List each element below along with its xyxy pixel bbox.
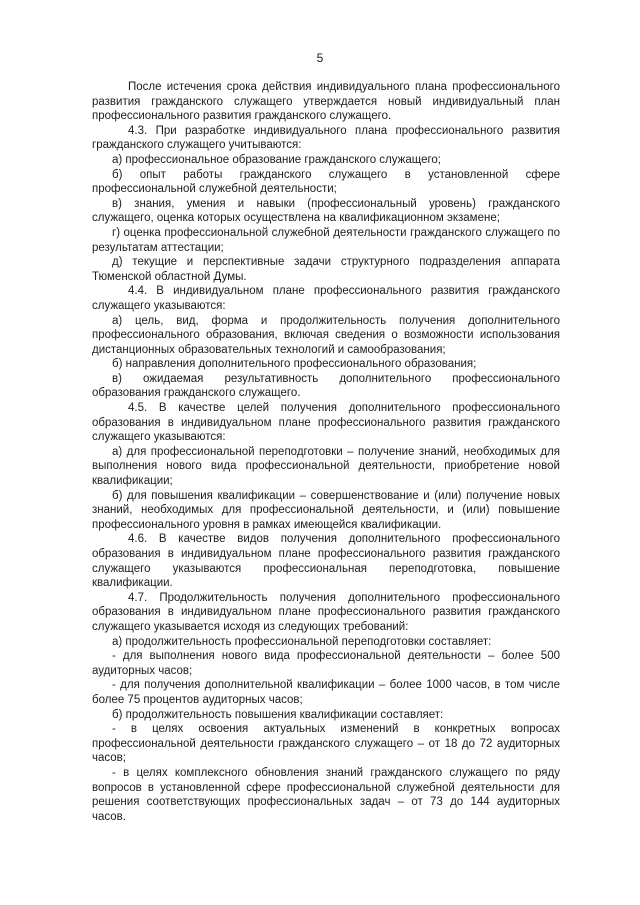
list-item: б) продолжительность повышения квалификации составляет: bbox=[112, 708, 444, 721]
list-item: в) знания, умения и навыки (профессиональный уровень) гражданского служащего, оценка которых осуществлена на квалификационном экзамене; bbox=[92, 197, 560, 225]
list-item: в) ожидаемая результативность дополнительного профессионального образования гражданского служащего. bbox=[92, 372, 560, 400]
document-body bbox=[92, 80, 560, 824]
list-item: б) направления дополнительного профессионального образования; bbox=[112, 358, 477, 371]
list-item: - в целях освоения актуальных изменений в конкретных вопросах профессиональной деятельности гражданского служащего – от 18 до 72 аудиторных часов; bbox=[92, 723, 560, 765]
list-item: а) профессиональное образование гражданского служащего; bbox=[112, 153, 441, 166]
paragraph: 4.5. В качестве целей получения дополнительного профессионального образования в индивидуальном плане профессионального развития гражданского служащего указываются: bbox=[92, 402, 560, 444]
list-item: б) опыт работы гражданского служащего в установленной сфере профессиональной служебной деятельности; bbox=[92, 168, 560, 196]
list-item: б) для повышения квалификации – совершенствование и (или) получение новых знаний, необходимых для профессиональной деятельности, и (или) повышение профессионального уровня в рамках имеющейся квалификации. bbox=[92, 489, 560, 531]
list-item: г) оценка профессиональной служебной деятельности гражданского служащего по результатам аттестации; bbox=[92, 226, 560, 254]
list-item: а) продолжительность профессиональной переподготовки составляет: bbox=[112, 635, 492, 648]
list-item: - для выполнения нового вида профессиональной деятельности – более 500 аудиторных часов; bbox=[92, 650, 560, 677]
paragraph: 4.4. В индивидуальном плане профессионального развития гражданского служащего указываются: bbox=[92, 285, 560, 312]
paragraph: 4.6. В качестве видов получения дополнительного профессионального образования в индивидуальном плане профессионального развития гражданского служащего указываются профессиональная переподготовка, повышение квалификации. bbox=[92, 533, 560, 590]
list-item: - для получения дополнительной квалификации – более 1000 часов, в том числе более 75 процентов аудиторных часов; bbox=[92, 679, 560, 706]
page-number: 5 bbox=[316, 51, 324, 65]
list-item: - в целях комплексного обновления знаний гражданского служащего по ряду вопросов в установленной сфере профессиональной служебной деятельности для решения соответствующих профессиональных задач – от 73 до 144 аудиторных часов. bbox=[92, 766, 560, 823]
paragraph: 4.7. Продолжительность получения дополнительного профессионального образования в индивидуальном плане профессионального развития гражданского служащего указывается исходя из следующих требований: bbox=[92, 591, 560, 633]
paragraph: После истечения срока действия индивидуального плана профессионального развития гражданского служащего утверждается новый индивидуальный план профессионального развития гражданского служащего. bbox=[92, 81, 560, 123]
list-item: а) для профессиональной переподготовки – получение знаний, необходимых для выполнения нового вида профессиональной деятельности, приобретение новой квалификации; bbox=[92, 445, 560, 488]
paragraph: 4.3. При разработке индивидуального плана профессионального развития гражданского служащего учитываются: bbox=[92, 124, 560, 152]
list-item: д) текущие и перспективные задачи структурного подразделения аппарата Тюменской областной Думы. bbox=[92, 256, 560, 283]
list-item: а) цель, вид, форма и продолжительность получения дополнительного профессионального образования, включая сведения о возможности использования дистанционных образовательных технологий и самообразования; bbox=[92, 314, 560, 356]
